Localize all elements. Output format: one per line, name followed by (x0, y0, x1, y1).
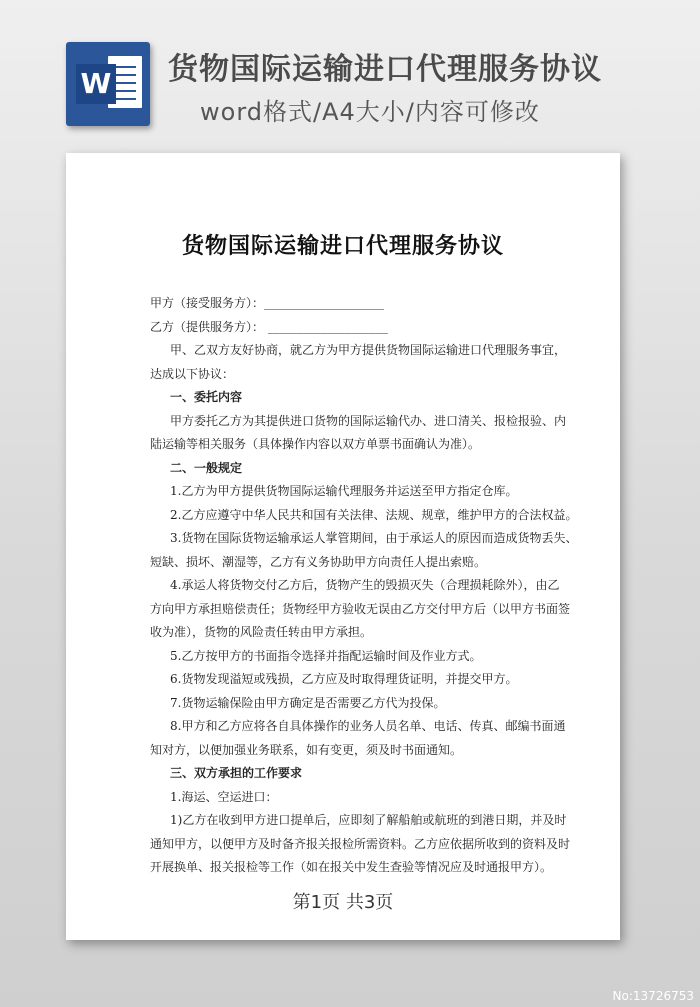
document-page (66, 153, 620, 940)
document-title: 货物国际运输进口代理服务协议 (181, 233, 504, 259)
section-heading: 一、委托内容 (170, 390, 243, 404)
page-title: 货物国际运输进口代理服务协议 (168, 52, 602, 87)
paragraph-line: 2.乙方应遵守中华人民共和国有关法律、法规、规章，维护甲方的合法权益。 (170, 507, 578, 522)
paragraph-line: 甲、乙双方友好协商，就乙方为甲方提供货物国际运输进口代理服务事宜， (170, 343, 567, 357)
paragraph-line: 4.承运人将货物交付乙方后，货物产生的毁损灭失（合理损耗除外），由乙 (170, 578, 560, 592)
paragraph-line: 甲方委托乙方为其提供进口货物的国际运输代办、进口清关、报检报验、内 (170, 413, 567, 428)
paragraph-line: 6.货物发现溢短或残损，乙方应及时取得理货证明，并提交甲方。 (170, 672, 518, 686)
paragraph-line: 知对方，以便加强业务联系，如有变更，须及时书面通知。 (150, 742, 463, 757)
paragraph-line: 陆运输等相关服务（具体操作内容以双方单票书面确认为准）。 (150, 437, 481, 451)
party-b-line: 乙方（提供服务方）： ____________________ (150, 319, 388, 334)
paragraph-line: 达成以下协议： (150, 366, 235, 381)
paragraph-line: 7.货物运输保险由甲方确定是否需要乙方代为投保。 (170, 695, 446, 710)
paragraph-line: 收为准），货物的风险责任转由甲方承担。 (150, 625, 373, 639)
paragraph-line: 1)乙方在收到甲方进口提单后，应即刻了解船舶或航班的到港日期，并及时 (170, 813, 567, 827)
word-icon-letter: W (76, 64, 116, 104)
paragraph-line: 方向甲方承担赔偿责任；货物经甲方验收无误由乙方交付甲方后（以甲方书面签 (150, 601, 571, 616)
paragraph-line: 3.货物在国际货物运输承运人掌管期间，由于承运人的原因而造成货物丢失、 (170, 531, 578, 545)
promo-header (0, 0, 700, 140)
party-a-line: 甲方（接受服务方）：____________________ (150, 296, 385, 310)
paragraph-line: 开展换单、报关报检等工作（如在报关中发生查验等情况应及时通报甲方）。 (150, 860, 553, 874)
word-document-icon (66, 42, 150, 126)
paragraph-line: 8.甲方和乙方应将各自具体操作的业务人员名单、电话、传真、邮编书面通 (170, 719, 566, 733)
section-heading: 二、一般规定 (170, 460, 243, 475)
paragraph-line: 1.海运、空运进口： (170, 789, 278, 804)
page-number-footer: 第1页 共3页 (292, 892, 394, 913)
paragraph-line: 通知甲方，以便甲方及时备齐报关报检所需资料。乙方应依据所收到的资料及时 (150, 836, 571, 851)
image-id-watermark: No:13726753 (612, 989, 694, 1003)
page-subtitle: word格式/A4大小/内容可修改 (200, 98, 540, 126)
section-heading: 三、双方承担的工作要求 (170, 766, 303, 780)
paragraph-line: 1.乙方为甲方提供货物国际运输代理服务并运送至甲方指定仓库。 (170, 484, 518, 498)
paragraph-line: 短缺、损坏、潮湿等，乙方有义务协助甲方向责任人提出索赔。 (150, 554, 487, 569)
paragraph-line: 5.乙方按甲方的书面指令选择并指配运输时间及作业方式。 (170, 648, 482, 663)
